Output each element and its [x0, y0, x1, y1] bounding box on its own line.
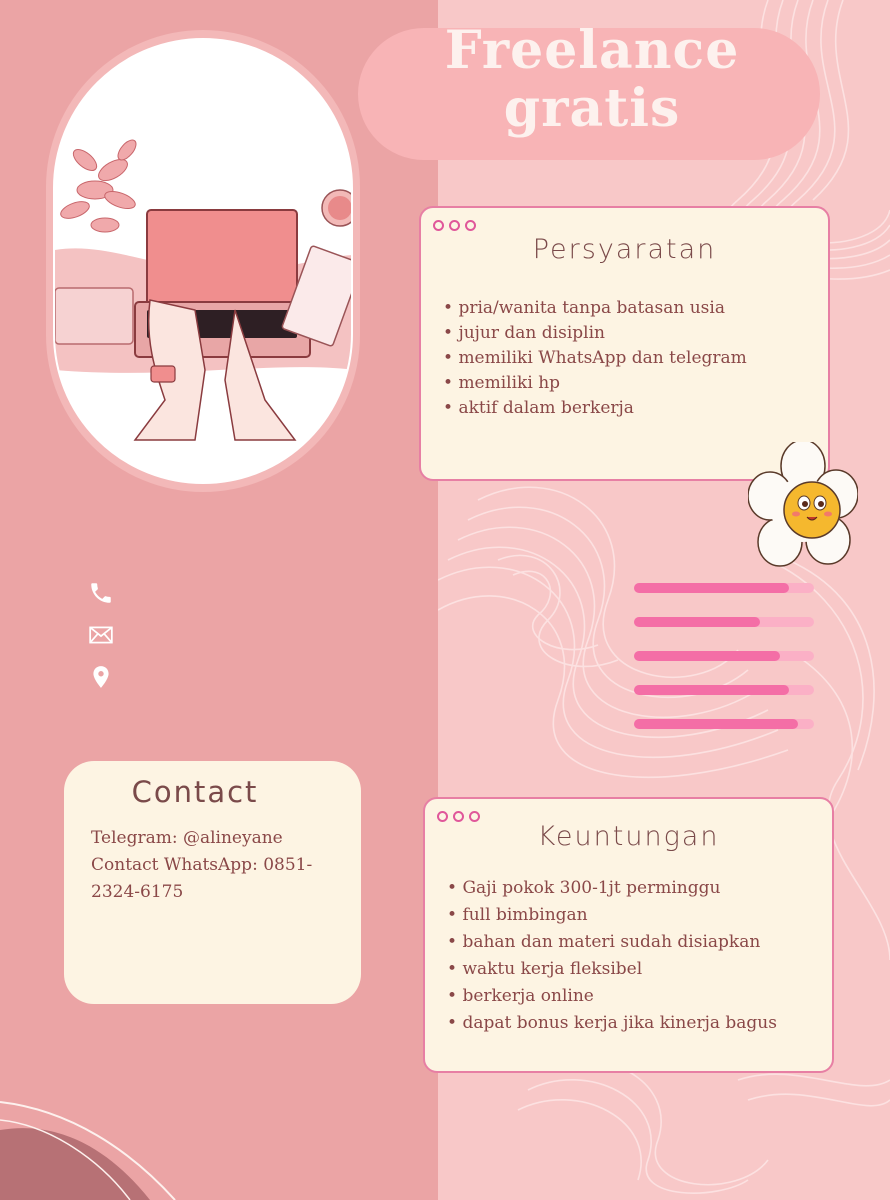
list-item: • berkerja online — [447, 983, 777, 1010]
contact-heading: Contact — [131, 775, 259, 809]
list-item: • pria/wanita tanpa batasan usia — [443, 296, 747, 321]
list-item: • waktu kerja fleksibel — [447, 956, 777, 983]
skill-bar — [634, 617, 814, 627]
contact-details — [91, 825, 346, 906]
location-pin-icon — [88, 664, 114, 690]
requirements-list — [443, 296, 747, 421]
benefits-card — [423, 797, 834, 1073]
benefits-list — [447, 875, 777, 1037]
smiling-flower-icon — [748, 442, 858, 574]
whatsapp-number-line2: 2324-6175 — [91, 882, 184, 902]
list-item: • memiliki WhatsApp dan telegram — [443, 346, 747, 371]
mail-icon — [88, 622, 114, 648]
requirements-card — [419, 206, 830, 481]
list-item: • full bimbingan — [447, 902, 777, 929]
laptop-illustration — [53, 38, 353, 484]
corner-wave-decoration — [0, 1090, 440, 1200]
phone-icon — [88, 580, 114, 606]
title-line-2: gratis — [503, 78, 681, 139]
requirements-heading: Persyaratan — [532, 234, 717, 265]
window-dots-icon — [433, 220, 476, 231]
list-item: • aktif dalam berkerja — [443, 396, 747, 421]
title-line-1: Freelance — [444, 20, 740, 81]
contact-card — [64, 761, 361, 1004]
list-item: • memiliki hp — [443, 371, 747, 396]
contact-icons — [88, 580, 114, 706]
skill-bar — [634, 685, 814, 695]
skill-bar — [634, 719, 814, 729]
whatsapp-number-line1: Contact WhatsApp: 0851- — [91, 855, 313, 875]
skill-bar — [634, 651, 814, 661]
skill-bars — [634, 583, 814, 753]
telegram-handle: Telegram: @alineyane — [91, 828, 283, 848]
benefits-heading: Keuntungan — [537, 821, 720, 852]
list-item: • dapat bonus kerja jika kinerja bagus — [447, 1010, 777, 1037]
list-item: • Gaji pokok 300-1jt perminggu — [447, 875, 777, 902]
list-item: • jujur dan disiplin — [443, 321, 747, 346]
skill-bar — [634, 583, 814, 593]
list-item: • bahan dan materi sudah disiapkan — [447, 929, 777, 956]
page-title — [412, 22, 772, 138]
